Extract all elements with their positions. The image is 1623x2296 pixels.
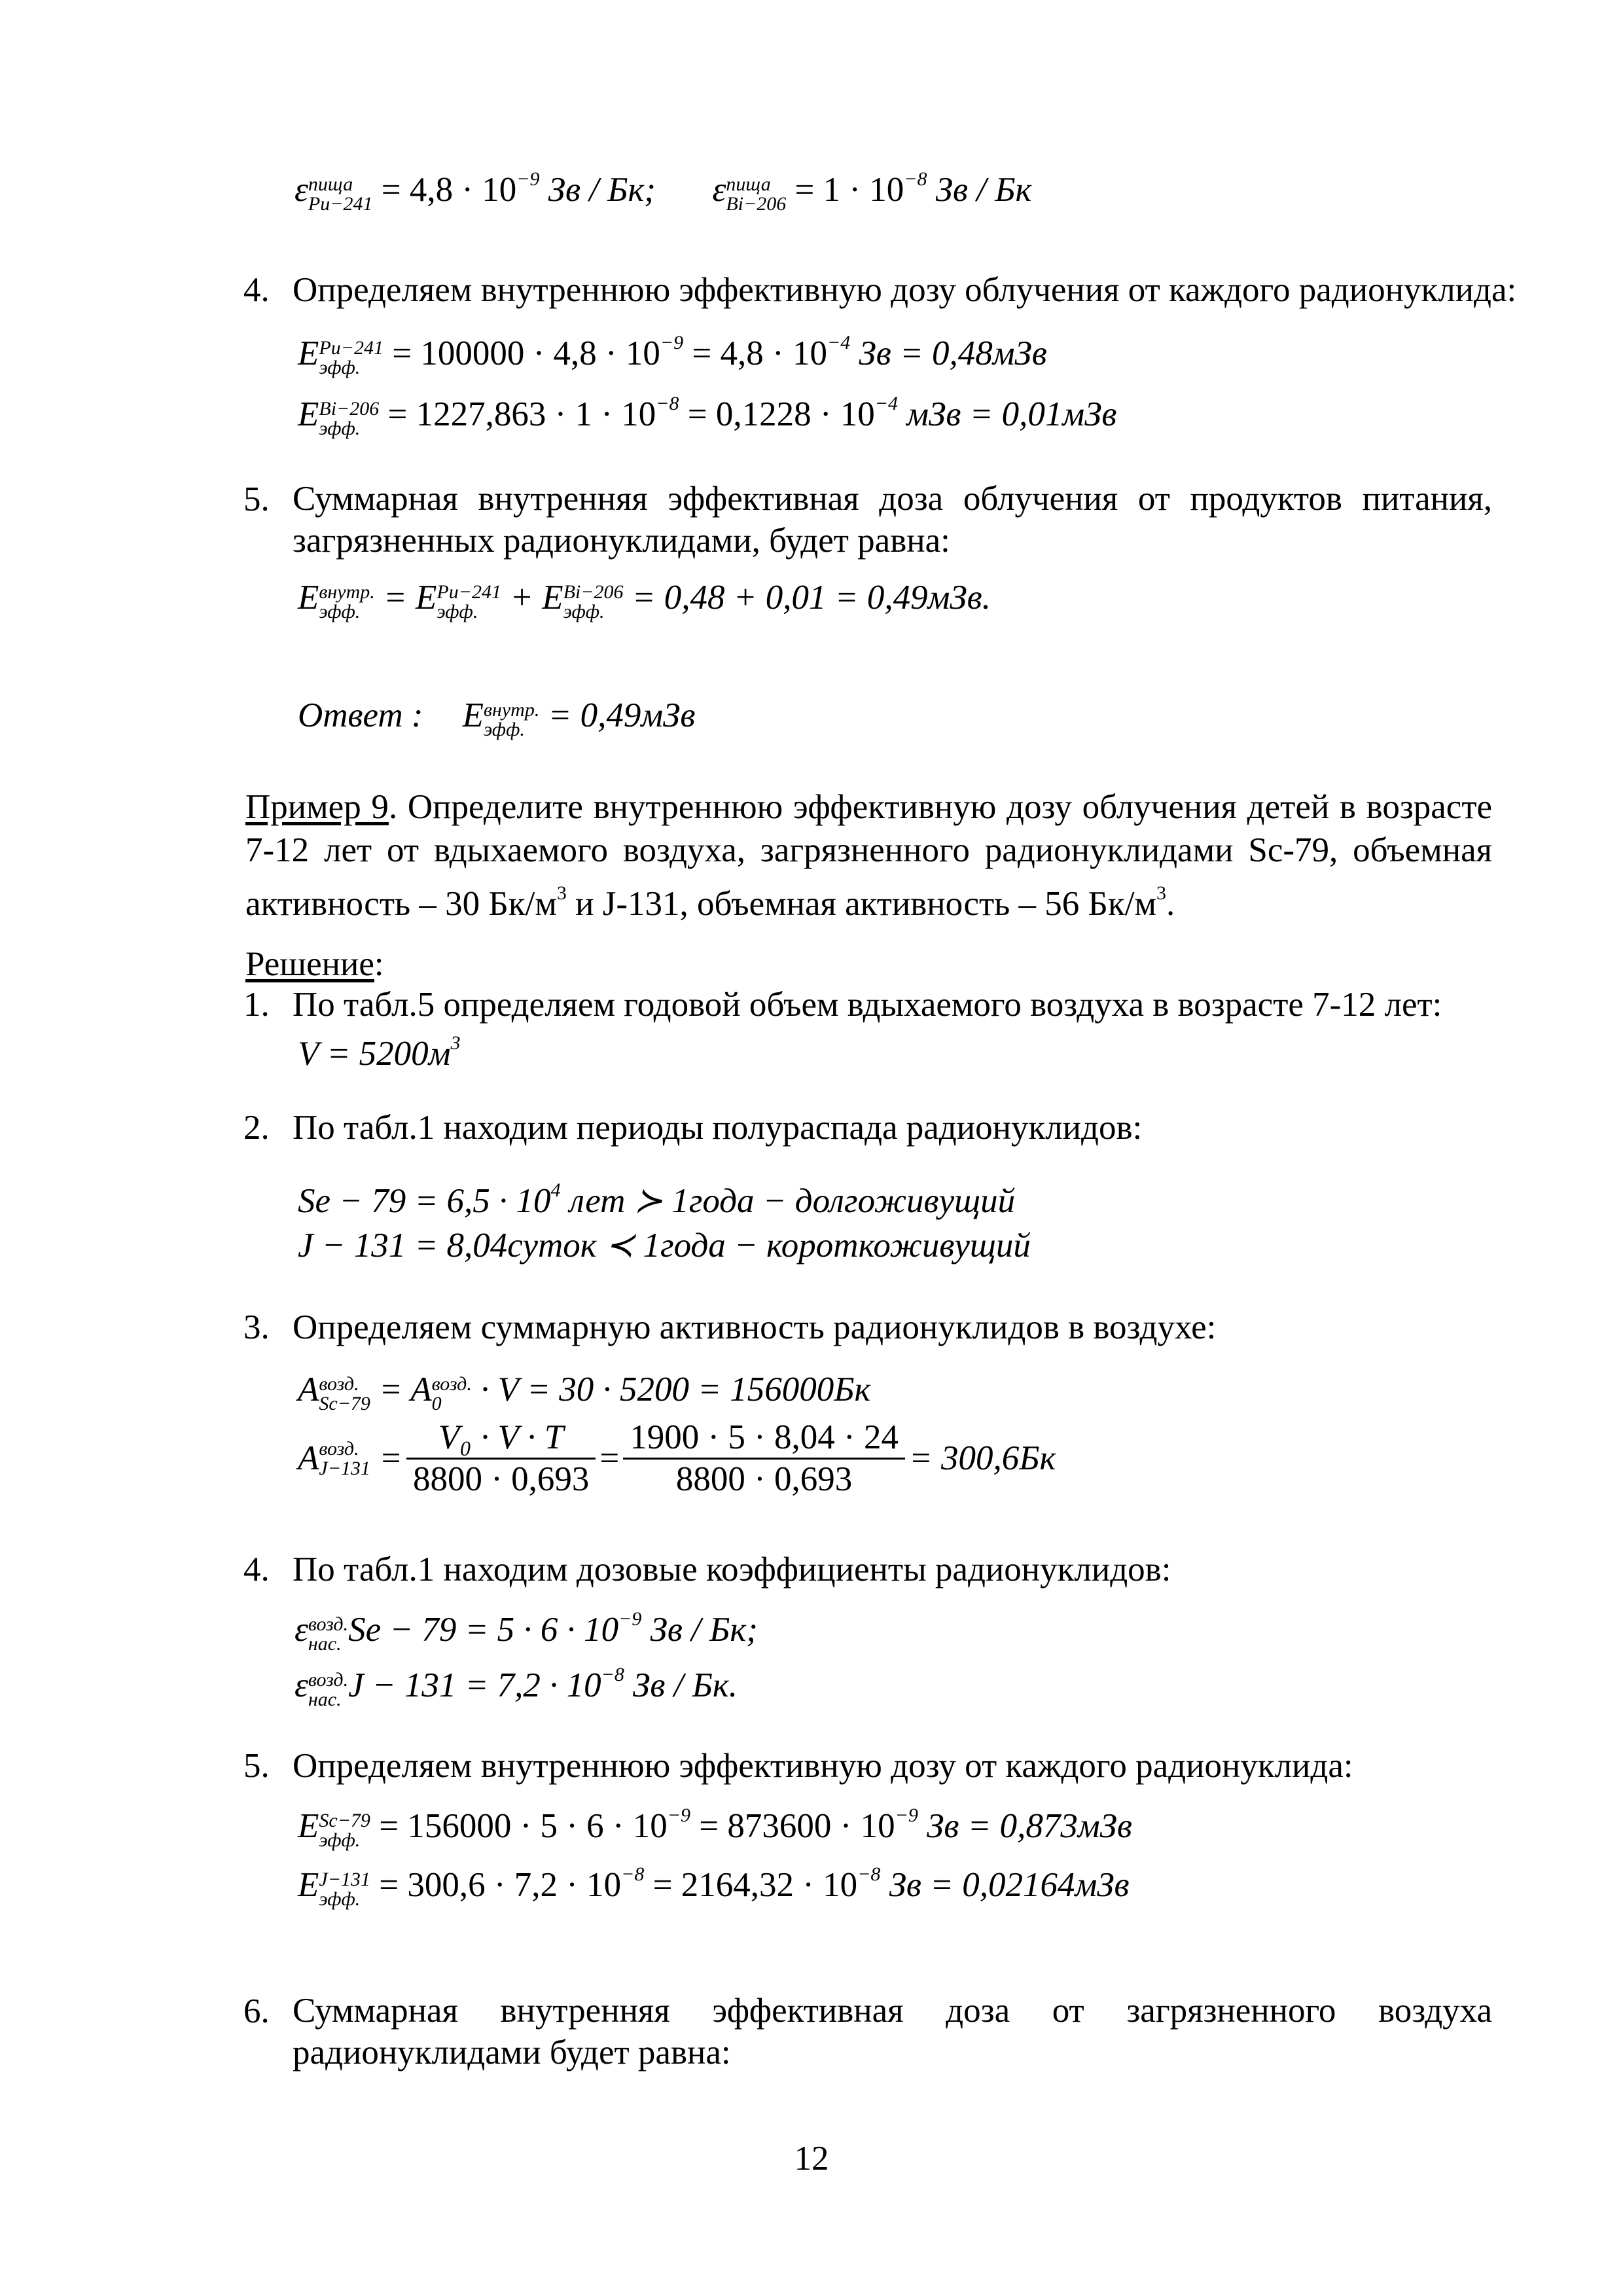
example-title: Пример 9 (245, 788, 389, 826)
solution-heading: Решение: (245, 945, 384, 983)
step-text: По табл.1 находим периоды полураспада радионуклидов: (293, 1109, 1143, 1147)
step-number: 1. (243, 986, 270, 1024)
half-life-j131: J − 131 = 8,04суток ≺ 1года − короткоживущий (298, 1227, 1031, 1265)
step-number: 4. (243, 1551, 270, 1588)
step-text: Определяем внутреннюю эффективную дозу от каждого радионуклида: (293, 1747, 1353, 1785)
step-text: Определяем суммарную активность радионуклидов в воздухе: (293, 1308, 1217, 1346)
page-number: 12 (794, 2140, 829, 2178)
air-volume-formula: $V = 5200м^3$ (298, 1032, 461, 1073)
step-number: 6. (243, 1992, 270, 2030)
step-number: 2. (243, 1109, 270, 1147)
step-number: 3. (243, 1308, 270, 1346)
step-text: По табл.5 определяем годовой объем вдыхаемого воздуха в возрасте 7-12 лет: (293, 986, 1442, 1024)
step-text: Суммарная внутренняя эффективная доза облучения от продуктов питания, загрязненных радионуклидами, будет равна: (293, 480, 1492, 560)
step-text: По табл.1 находим дозовые коэффициенты радионуклидов: (293, 1551, 1171, 1588)
top-formula: ε пища Pu−241 = $4,8 \cdot 10^{-9}$ Зв / Бк; ε пища Bi−206 = $1 \cdot 10^{-8}$ Зв / Бк (294, 168, 1032, 215)
coef-se79: ε возд. нас. $Se - 79 = 5 \cdot 6 \cdot 10^{-9}$ Зв / Бк; (294, 1608, 758, 1655)
step-number: 4. (243, 271, 270, 309)
step-text: Суммарная внутренняя эффективная доза от загрязненного воздуха радионуклидами будет равна: (293, 1992, 1492, 2072)
dose-formula-sc79: E Sc−79 эфф. = $156000 \cdot 5 \cdot 6 \cdot 10^{-9} = 873600 \cdot 10^{-9}$ Зв = 0,873мЗв (298, 1804, 1132, 1851)
step-number: 5. (243, 480, 270, 518)
total-dose-formula: E внутр. эфф. = E Pu−241 эфф. + E Bi−206 эфф. = 0,48 + 0,01 = 0,49мЗв. (298, 579, 991, 622)
activity-j131: A возд. J−131 = $\frac{\text{V₀ · V · T}}{8800 \cdot 0,693}$ = $\frac{1900 \cdot 5 \cdot 8,04 \cdot 24}{8800 \cdot 0,693}$ = 300,6Бк (298, 1418, 1056, 1498)
step-text: Определяем внутреннюю эффективную дозу облучения от каждого радионуклида: (293, 271, 1517, 309)
coef-j131: ε возд. нас. $J - 131 = 7,2 \cdot 10^{-8}$ Зв / Бк. (294, 1664, 738, 1710)
dose-formula-bi206: E Bi−206 эфф. = $1227,863 \cdot 1 \cdot 10^{-8} = 0,1228 \cdot 10^{-4}$ мЗв = 0,01мЗв (298, 393, 1117, 439)
activity-sc79: A возд. Sc−79 = A возд. 0 · V = 30 · 5200 = 156000Бк (298, 1371, 871, 1414)
answer: Ответ : E внутр. эфф. = 0,49мЗв (298, 696, 696, 740)
dose-formula-pu241: E Pu−241 эфф. = $100000 \cdot 4,8 \cdot 10^{-9} = 4,8 \cdot 10^{-4}$ Зв = 0,48мЗв (298, 332, 1047, 378)
half-life-se79: $Se - 79 = 6,5 \cdot 10^4$ лет ≻ 1года − долгоживущий (298, 1179, 1016, 1220)
example-9-statement: Пример 9. Определите внутреннюю эффективную дозу облучения детей в возрасте 7-12 лет от вдыхаемого воздуха, загрязненного радионуклидами Sc-79, объемная активность – 30 $Бк/м^3$ и J-131, объемная активность – 56 $Бк/м^3$. (245, 788, 1493, 923)
step-number: 5. (243, 1747, 270, 1785)
dose-formula-j131: E J−131 эфф. = $300,6 \cdot 7,2 \cdot 10^{-8} = 2164,32 \cdot 10^{-8}$ Зв = 0,02164мЗв (298, 1863, 1130, 1910)
